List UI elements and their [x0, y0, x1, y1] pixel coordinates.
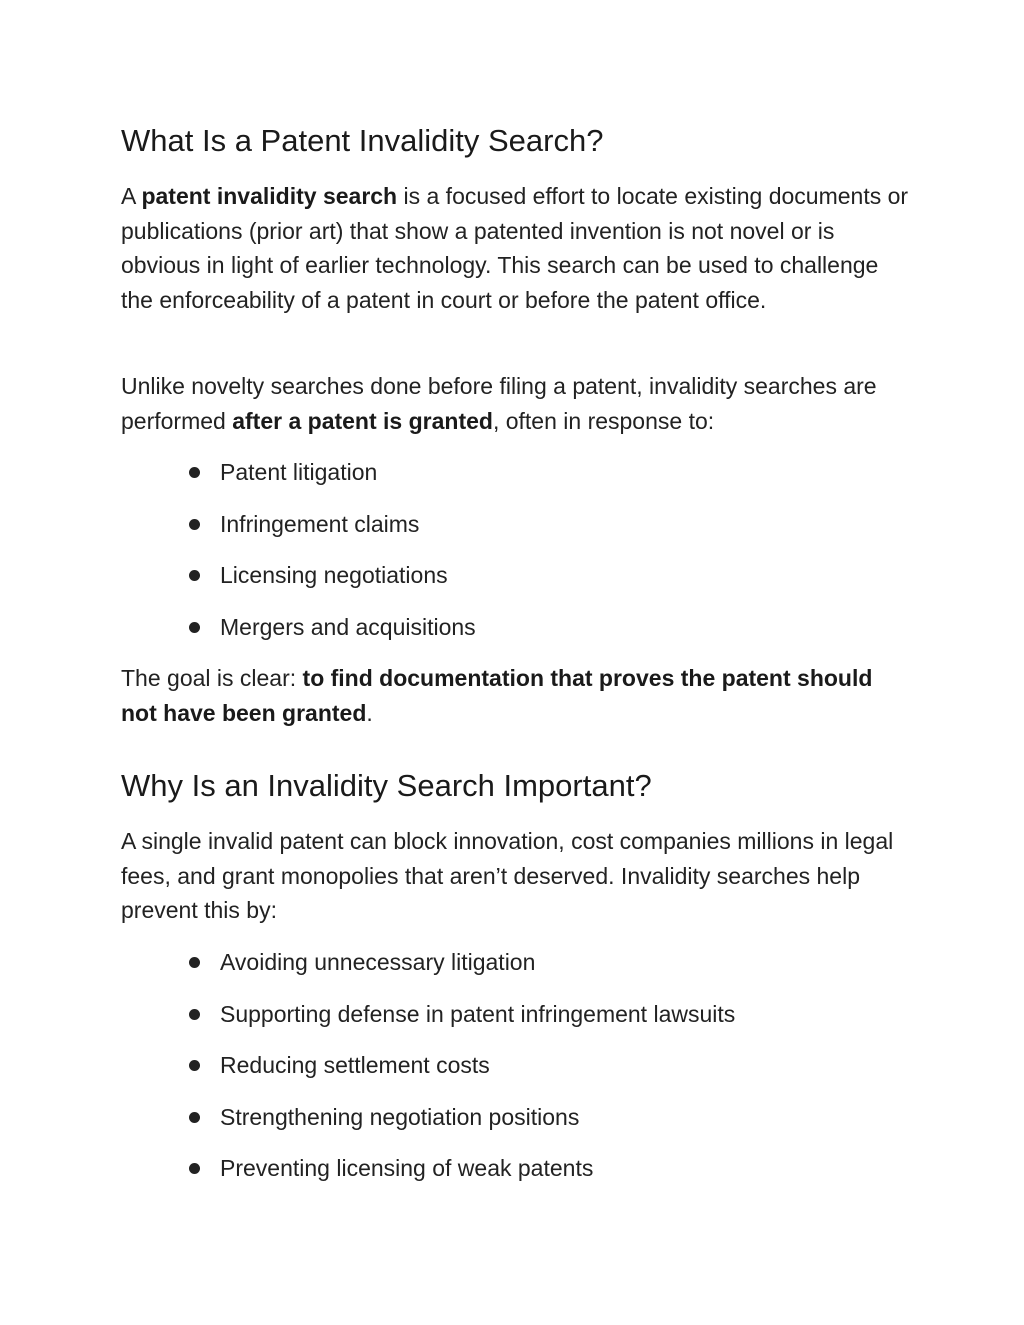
list-item-text: Patent litigation [220, 459, 378, 485]
list-item-text: Reducing settlement costs [220, 1052, 490, 1078]
bullet-icon [189, 467, 200, 478]
bullet-list-responses [189, 455, 476, 661]
bullet-icon [189, 622, 200, 633]
list-item [189, 945, 735, 997]
list-item-text: Strengthening negotiation positions [220, 1103, 580, 1130]
paragraph-text: , often in response to: [492, 407, 715, 434]
list-item [189, 455, 476, 507]
bullet-icon [189, 1112, 200, 1123]
bullet-icon [189, 570, 200, 581]
bullet-icon [189, 1009, 200, 1020]
list-item-text: Supporting defense in patent infringement lawsuits [220, 1000, 736, 1027]
list-item [189, 1151, 735, 1203]
paragraph-text: A [121, 183, 142, 209]
bullet-list-benefits [189, 945, 735, 1203]
section-heading-what-is: What Is a Patent Invalidity Search? [121, 123, 604, 158]
bold-term: to find documentation that proves the patent should not have been granted [121, 665, 873, 726]
bold-term: patent invalidity search [141, 183, 398, 209]
bold-term: after a patent is granted [232, 407, 493, 434]
list-item [189, 1100, 735, 1152]
paragraph-text: Unlike novelty searches done before filing a patent, invalidity searches are performed [121, 373, 877, 434]
list-item [189, 1048, 735, 1100]
list-item [189, 997, 735, 1049]
list-item [189, 558, 476, 610]
list-item-text: Preventing licensing of weak patents [220, 1155, 594, 1181]
bullet-icon [189, 1060, 200, 1071]
paragraph-text: . [366, 699, 373, 726]
list-item-text: Infringement claims [220, 510, 420, 537]
list-item [189, 507, 476, 559]
list-item-text: Avoiding unnecessary litigation [220, 949, 536, 975]
list-item-text: Mergers and acquisitions [220, 613, 476, 640]
bullet-icon [189, 1163, 200, 1174]
paragraph-goal [121, 661, 911, 730]
paragraph-why-important: A single invalid patent can block innovation, cost companies millions in legal fees, and grant monopolies that aren’t deserved. Invalidity searches help prevent this by: [121, 828, 894, 924]
section-heading-why-important: Why Is an Invalidity Search Important? [121, 768, 652, 803]
bullet-icon [189, 957, 200, 968]
bullet-icon [189, 519, 200, 530]
paragraph-definition [121, 179, 911, 317]
paragraph-text: The goal is clear: [121, 665, 303, 691]
paragraph-unlike-novelty [121, 369, 911, 438]
list-item-text: Licensing negotiations [220, 562, 448, 588]
paragraph-text: is a focused effort to locate existing documents or publications (prior art) that show a patented invention is not novel or is obvious in light of earlier technology. This search can be used to challenge the enforceability of a patent in court or before the patent office. [121, 183, 909, 313]
list-item [189, 610, 476, 662]
